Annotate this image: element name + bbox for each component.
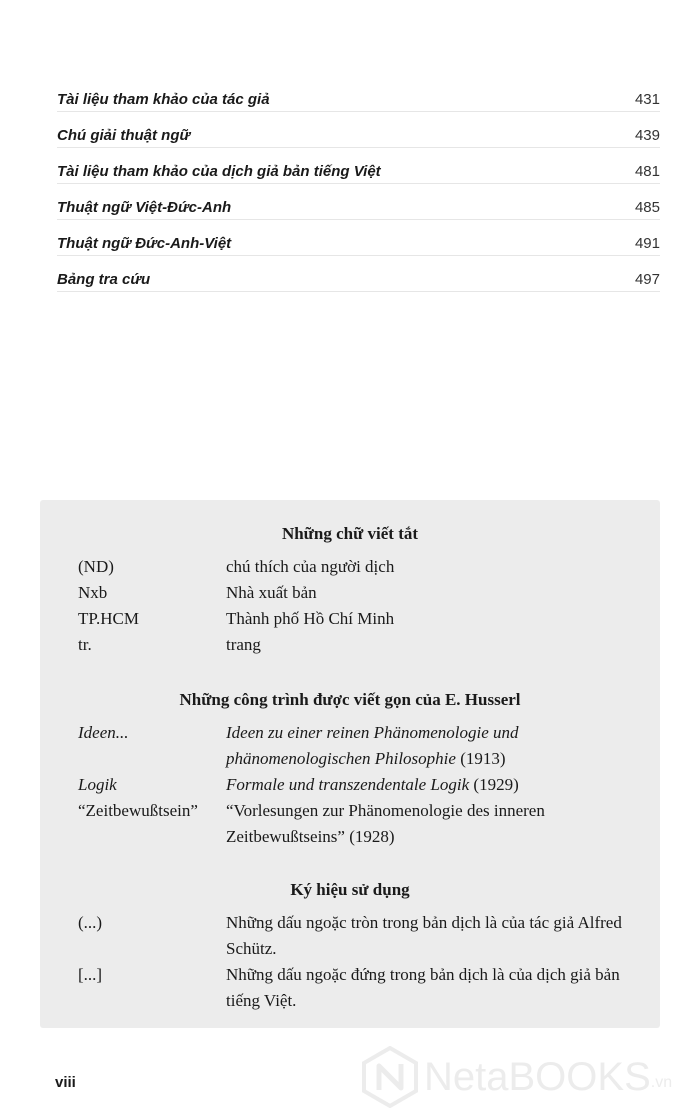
toc-entry-title: Bảng tra cứu (57, 271, 151, 288)
toc-entry[interactable] (57, 76, 660, 112)
abbr-term: (ND) (78, 557, 114, 576)
work-title-italic: Ideen zu einer reinen Phänomenologie und phänomenologischen Philosophie (226, 723, 519, 768)
work-title-italic: Formale und transzendentale Logik (226, 775, 470, 794)
abbr-def: chú thích của người dịch (226, 557, 395, 576)
work-year: (1913) (455, 749, 506, 768)
abbr-term: Nxb (78, 583, 108, 602)
work-abbr: Logik (78, 775, 117, 794)
toc-entry[interactable] (57, 184, 660, 220)
work-abbr: Ideen... (78, 723, 129, 742)
toc-entry[interactable] (57, 148, 660, 184)
toc-entry-page: 491 (634, 235, 660, 252)
conventions-box (40, 500, 660, 1028)
toc-entry-title: Thuật ngữ Đức-Anh-Việt (57, 235, 232, 252)
table-of-contents (57, 76, 660, 292)
toc-entry-page: 497 (634, 271, 660, 288)
toc-entry[interactable] (57, 220, 660, 256)
work-full-title (226, 772, 636, 798)
symbol-term: [...] (78, 965, 103, 984)
page-number: viii (55, 1074, 76, 1091)
work-full-title (226, 798, 636, 850)
husserl-works-title: Những công trình được viết gọn của E. Husserl (179, 690, 521, 709)
toc-entry-title: Tài liệu tham khảo của dịch giả bản tiếng Việt (57, 163, 381, 180)
abbr-def: Nhà xuất bản (226, 583, 317, 602)
work-full-title (226, 720, 636, 772)
abbr-def: Thành phố Hồ Chí Minh (226, 609, 395, 628)
abbreviations-title: Những chữ viết tắt (281, 524, 419, 543)
toc-entry-page: 431 (634, 91, 660, 108)
toc-entry-page: 485 (634, 199, 660, 216)
toc-entry-title: Thuật ngữ Việt-Đức-Anh (57, 199, 232, 216)
watermark (362, 1044, 692, 1110)
toc-entry-title: Chú giải thuật ngữ (57, 127, 191, 144)
symbol-def: Những dấu ngoặc đứng trong bản dịch là của dịch giả bản tiếng Việt. (226, 965, 620, 1010)
netabooks-logo-icon (362, 1046, 418, 1108)
toc-entry-page: 481 (634, 163, 660, 180)
toc-entry[interactable] (57, 112, 660, 148)
abbr-term: tr. (78, 635, 92, 654)
toc-entry-title: Tài liệu tham khảo của tác giả (57, 91, 270, 108)
work-year: “Vorlesungen zur Phänomenologie des inneren Zeitbewußtseins” (1928) (226, 801, 545, 846)
toc-entry-page: 439 (634, 127, 660, 144)
symbol-def: Những dấu ngoặc tròn trong bản dịch là của tác giả Alfred Schütz. (226, 913, 622, 958)
work-abbr: “Zeitbewußtsein” (78, 801, 198, 820)
watermark-suffix: .vn (650, 1074, 673, 1091)
abbr-def: trang (226, 635, 261, 654)
watermark-brand: NetaBOOKS (424, 1054, 651, 1099)
toc-entry[interactable] (57, 256, 660, 292)
symbol-term: (...) (78, 913, 103, 932)
abbr-term: TP.HCM (78, 609, 139, 628)
work-year: (1929) (469, 775, 519, 794)
symbols-title: Ký hiệu sử dụng (290, 880, 410, 899)
